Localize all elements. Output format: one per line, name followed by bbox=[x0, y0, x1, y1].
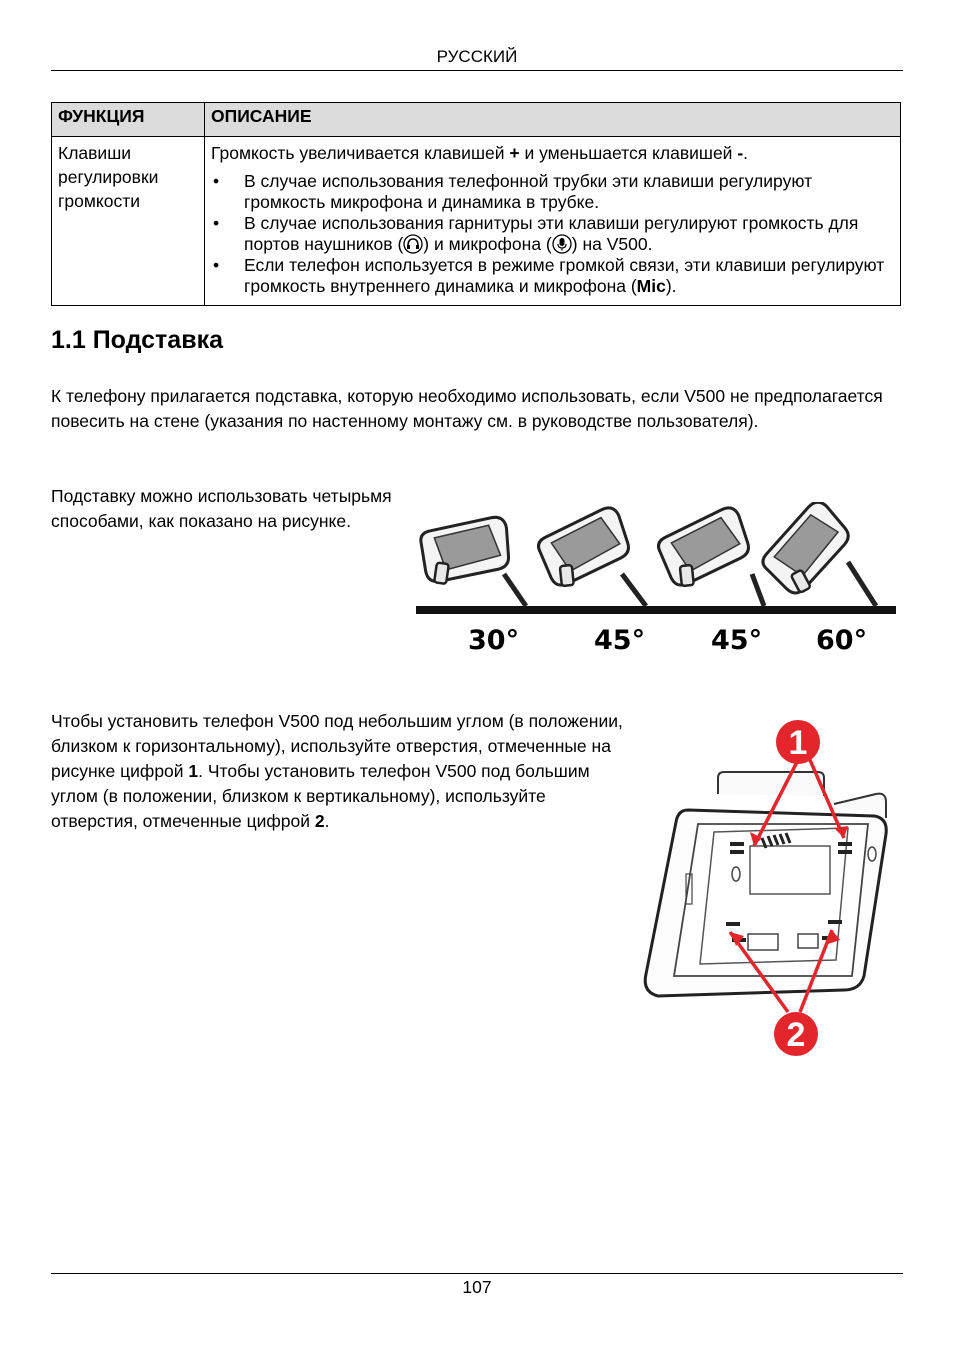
page-number: 107 bbox=[462, 1277, 492, 1297]
table-row bbox=[52, 137, 901, 306]
bullet-text: Если телефон используется в режиме громкой связи, эти клавиши регулируют громкость внутреннего динамика и микрофона ( bbox=[244, 255, 885, 296]
function-cell bbox=[52, 137, 205, 306]
bullet-item bbox=[211, 213, 894, 255]
angle-label: 60° bbox=[816, 625, 868, 656]
bullet-text: В случае использования телефонной трубки эти клавиши регулируют громкость микрофона и динамика в трубке. bbox=[244, 171, 813, 212]
holes-text: . bbox=[324, 811, 330, 831]
table-header-function: ФУНКЦИЯ bbox=[52, 103, 205, 137]
marker-ref-1: 1 bbox=[188, 761, 199, 781]
marker-1-label: 1 bbox=[788, 724, 808, 762]
paragraph-holes bbox=[51, 709, 631, 834]
function-table bbox=[51, 102, 901, 306]
marker-2-label: 2 bbox=[786, 1016, 806, 1054]
bullet-text: ). bbox=[665, 276, 677, 296]
phone-back-figure bbox=[638, 714, 900, 1058]
header-language: РУССКИЙ bbox=[436, 47, 518, 66]
bullet-text: ) и микрофона ( bbox=[423, 234, 552, 254]
section-title: 1.1 Подставка bbox=[51, 326, 223, 354]
footer-rule bbox=[51, 1273, 903, 1274]
angle-label: 45° bbox=[711, 625, 763, 656]
paragraph-intro: К телефону прилагается подставка, которую необходимо использовать, если V500 не предполагается повесить на стене (указания по настенному монтажу см. в руководстве пользователя). bbox=[51, 386, 883, 431]
mic-label: Mic bbox=[636, 276, 666, 296]
floor-line bbox=[416, 606, 896, 614]
stand-angles-figure bbox=[414, 502, 898, 662]
table-header-description: ОПИСАНИЕ bbox=[205, 103, 901, 137]
minus-key: - bbox=[737, 143, 744, 163]
table-header-row bbox=[52, 103, 901, 137]
header-rule bbox=[51, 70, 903, 71]
function-line: регулировки bbox=[58, 167, 159, 187]
bullet-text: ) на V500. bbox=[571, 234, 653, 254]
bullet-item bbox=[211, 255, 894, 297]
microphone-icon bbox=[552, 234, 572, 254]
headphone-icon bbox=[403, 234, 423, 254]
holes-text: Чтобы установить телефон V500 под небольшим углом (в положении, близком к горизонтальному), используйте отверстия, отмеченные на рисунке цифрой bbox=[51, 711, 623, 781]
phone-45b bbox=[655, 506, 764, 606]
angle-label: 30° bbox=[468, 625, 520, 656]
phone-45a bbox=[535, 506, 646, 606]
marker-ref-2: 2 bbox=[314, 811, 325, 831]
description-intro bbox=[211, 141, 894, 165]
description-bullets bbox=[211, 171, 894, 297]
intro-text: и уменьшается клавишей bbox=[519, 143, 738, 163]
phone-60 bbox=[749, 502, 876, 606]
intro-text: Громкость увеличивается клавишей bbox=[211, 143, 510, 163]
function-line: Клавиши bbox=[58, 143, 132, 163]
paragraph-stand-ways: Подставку можно использовать четырьмя способами, как показано на рисунке. bbox=[51, 486, 392, 531]
bullet-item bbox=[211, 171, 894, 213]
intro-text: . bbox=[743, 143, 749, 163]
angle-label: 45° bbox=[594, 625, 646, 656]
plus-key: + bbox=[509, 143, 520, 163]
bullet-text: В случае использования гарнитуры эти клавиши регулируют громкость для портов наушников ( bbox=[244, 213, 859, 254]
phone-30 bbox=[415, 507, 526, 606]
holes-text: . Чтобы установить телефон V500 под большим углом (в положении, близком к вертикальному), используйте отверстия, отмеченные цифрой bbox=[51, 761, 590, 831]
description-cell bbox=[205, 137, 901, 306]
function-line: громкости bbox=[58, 191, 141, 211]
